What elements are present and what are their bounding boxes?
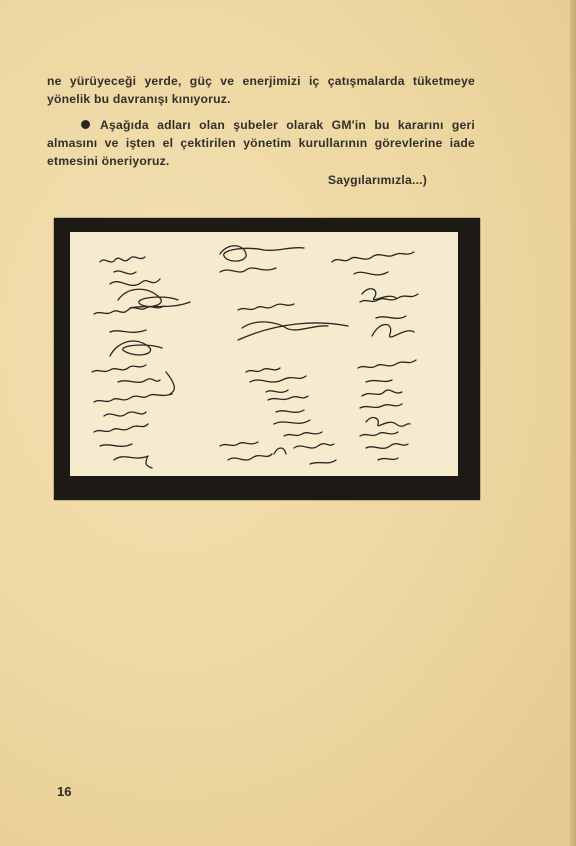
signature-18 [360, 432, 408, 460]
page-edge [570, 0, 576, 846]
signature-8 [360, 294, 418, 337]
paragraph-1: ne yürüyeceği yerde, güç ve enerjimizi iç çatışmalarda tüketmeye yönelik bu davranışı kınıyoruz. [47, 74, 475, 107]
page-number: 16 [57, 784, 72, 799]
signature-3 [220, 246, 304, 272]
paragraph-2 [47, 116, 475, 189]
signature-16 [220, 442, 286, 460]
signature-5 [94, 306, 164, 332]
signature-12 [94, 394, 172, 416]
signature-7 [238, 304, 348, 340]
signature-13 [268, 396, 310, 424]
signature-9 [92, 365, 174, 394]
signature-4 [332, 252, 414, 300]
signature-14 [360, 404, 410, 426]
signature-2 [118, 289, 190, 308]
signature-17 [284, 432, 336, 464]
signature-1 [100, 257, 160, 286]
signature-6 [110, 341, 162, 356]
signature-10 [246, 368, 306, 392]
bullet-icon [81, 120, 90, 129]
handwritten-signatures [70, 232, 458, 476]
paragraph-2-text: Aşağıda adları olan şubeler olarak GM'in bu kararını geri almasını ve işten el çektirilen yönetim kurullarının görevlerine iade etmesini öneriyoruz. [47, 118, 475, 169]
signatures-photo [54, 218, 480, 500]
signatures-sheet [70, 232, 458, 476]
sign-off: Saygılarımızla...) [327, 172, 427, 187]
signature-15 [94, 424, 152, 468]
signature-11 [358, 360, 416, 396]
